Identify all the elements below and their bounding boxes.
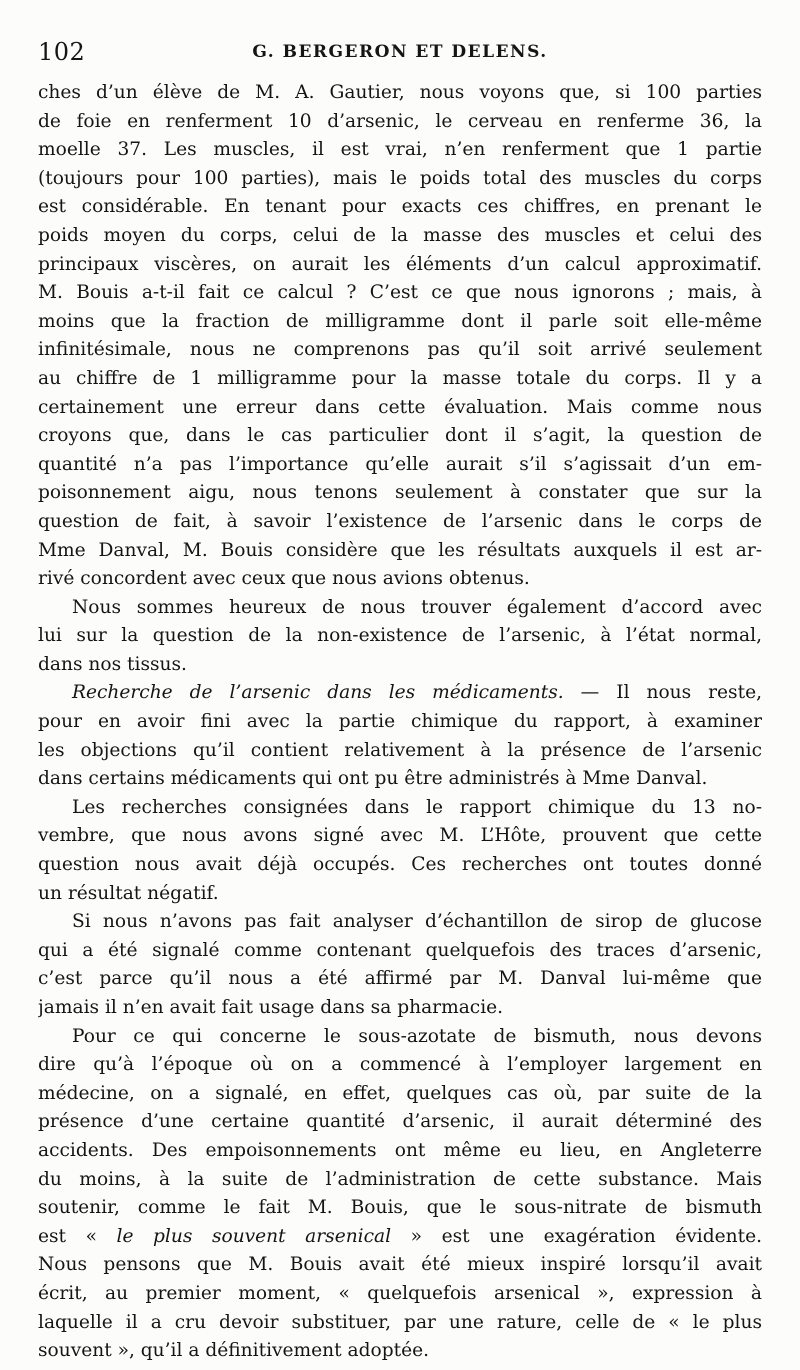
text-line: question nous avait déjà occupés. Ces recherches ont toutes donné: [38, 854, 762, 876]
text-line: poids moyen du corps, celui de la masse des muscles et celui des: [38, 224, 762, 246]
text-line: au chiffre de 1 milligramme pour la masse totale du corps. Il y a: [38, 367, 762, 389]
text-line: infinitésimale, nous ne comprenons pas qu’il soit arrivé seulement: [38, 339, 762, 361]
text-line: lui sur la question de la non-existence de l’arsenic, à l’état normal,: [38, 625, 762, 647]
section-heading-line: [38, 679, 762, 708]
text-line: jamais il n’en avait fait usage dans sa pharmacie.: [38, 997, 504, 1018]
quoted-phrase: le plus souvent arsenical: [116, 1225, 392, 1247]
text-line: Les recherches consignées dans le rapport chimique du 13 no-: [72, 796, 762, 818]
text-line: présence d’une certaine quantité d’arsenic, il aurait déterminé des: [38, 1111, 762, 1133]
text-line: du moins, à la suite de l’administration de cette substance. Mais: [38, 1168, 762, 1190]
text-line: soutenir, comme le fait M. Bouis, que le sous-nitrate de bismuth: [38, 1197, 762, 1219]
text-line: est considérable. En tenant pour exacts ces chiffres, en prenant le: [38, 196, 762, 218]
text-line: quantité n’a pas l’importance qu’elle aurait s’il s’agissait d’un em-: [38, 453, 762, 475]
text-span: » est une exagération évidente.: [391, 1225, 762, 1247]
text-line: rivé concordent avec ceux que nous avions obtenus.: [38, 568, 530, 590]
text-line: Pour ce qui concerne le sous-azotate de bismuth, nous devons: [72, 1025, 762, 1047]
body-text: [38, 79, 762, 1366]
text-line: poisonnement aigu, nous tenons seulement à constater que sur la: [38, 482, 762, 504]
text-line: dire qu’à l’époque où on a commencé à l’employer largement en: [38, 1054, 762, 1076]
page-number: 102: [38, 38, 86, 66]
text-span: est «: [38, 1225, 117, 1247]
text-line: principaux viscères, on aurait les éléments d’un calcul approximatif.: [38, 253, 762, 275]
text-line: accidents. Des empoisonnements ont même eu lieu, en Angleterre: [38, 1139, 762, 1161]
text-line: les objections qu’il contient relativement à la présence de l’arsenic: [38, 739, 762, 761]
text-line: moelle 37. Les muscles, il est vrai, n’en renferment que 1 partie: [38, 139, 762, 161]
text-line: médecine, on a signalé, en effet, quelques cas où, par suite de la: [38, 1082, 762, 1104]
text-line: croyons que, dans le cas particulier dont il s’agit, la question de: [38, 425, 762, 447]
text-line: un résultat négatif.: [38, 882, 219, 904]
text-line: qui a été signalé comme contenant quelquefois des traces d’arsenic,: [38, 939, 762, 961]
text-line: certainement une erreur dans cette évaluation. Mais comme nous: [38, 396, 762, 418]
text-span: — Il nous reste,: [563, 682, 762, 704]
text-line: ches d’un élève de M. A. Gautier, nous voyons que, si 100 parties: [38, 82, 762, 103]
text-line: laquelle il a cru devoir substituer, par une rature, celle de « le plus: [38, 1311, 762, 1333]
text-line: Si nous n’avons pas fait analyser d’échantillon de sirop de glucose: [72, 911, 762, 933]
page-header: [38, 34, 762, 70]
text-line: Nous sommes heureux de nous trouver également d’accord avec: [72, 596, 762, 618]
section-heading: Recherche de l’arsenic dans les médicaments.: [72, 682, 564, 704]
text-line: de foie en renferment 10 d’arsenic, le cerveau en renferme 36, la: [38, 110, 762, 132]
text-line: dans nos tissus.: [38, 653, 187, 675]
text-line: question de fait, à savoir l’existence de l’arsenic dans le corps de: [38, 510, 762, 532]
text-line: Mme Danval, M. Bouis considère que les résultats auxquels il est ar-: [38, 539, 762, 561]
text-line: c’est parce qu’il nous a été affirmé par M. Danval lui-même que: [38, 968, 762, 990]
quote-line: [38, 1223, 762, 1252]
text-line: (toujours pour 100 parties), mais le poids total des muscles du corps: [38, 167, 762, 189]
text-line: souvent », qu’il a définitivement adoptée.: [38, 1340, 429, 1362]
text-line: dans certains médicaments qui ont pu être administrés à Mme Danval.: [38, 768, 708, 790]
text-line: Nous pensons que M. Bouis avait été mieux inspiré lorsqu’il avait: [38, 1254, 762, 1276]
text-line: moins que la fraction de milligramme dont il parle soit elle-même: [38, 310, 762, 332]
text-line: M. Bouis a-t-il fait ce calcul ? C’est ce que nous ignorons ; mais, à: [38, 282, 762, 304]
text-line: pour en avoir fini avec la partie chimique du rapport, à examiner: [38, 711, 762, 733]
text-line: vembre, que nous avons signé avec M. L’Hôte, prouvent que cette: [38, 825, 762, 847]
running-head: G. BERGERON ET DELENS.: [252, 42, 548, 62]
text-line: écrit, au premier moment, « quelquefois arsenical », expression à: [38, 1282, 762, 1304]
